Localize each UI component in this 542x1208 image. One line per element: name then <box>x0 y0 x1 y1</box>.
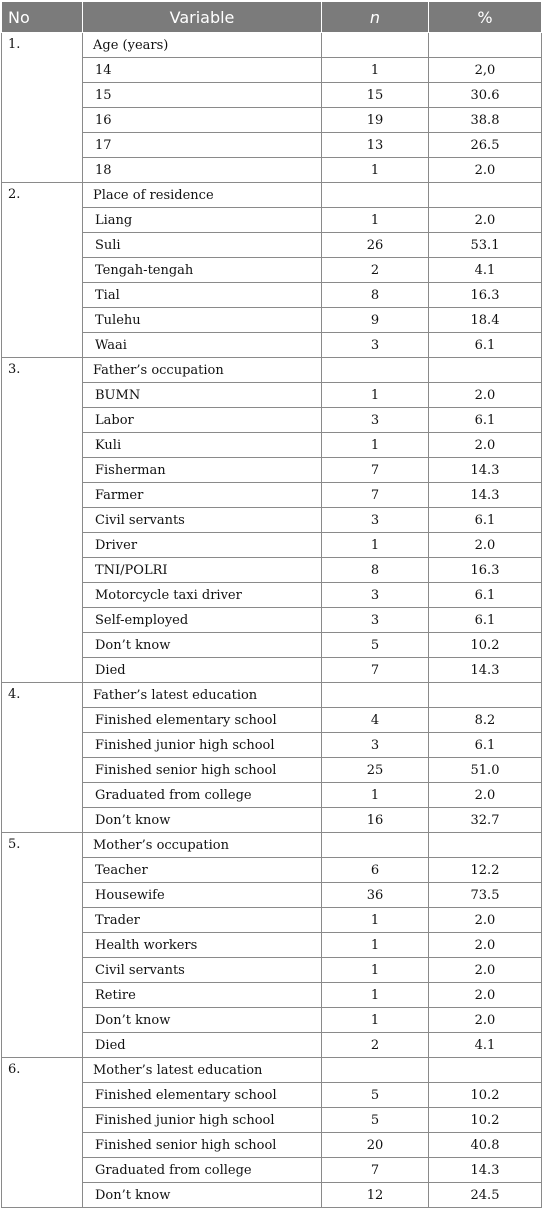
group-pct-empty <box>429 358 542 383</box>
row-percent: 10.2 <box>429 633 542 658</box>
table-row <box>2 283 542 308</box>
row-n: 1 <box>322 783 429 808</box>
table-row <box>2 158 542 183</box>
row-label: Graduated from college <box>83 783 322 808</box>
row-percent: 6.1 <box>429 408 542 433</box>
table-row <box>2 533 542 558</box>
row-percent: 2.0 <box>429 1008 542 1033</box>
table-row <box>2 1133 542 1158</box>
group-header-row <box>2 833 542 858</box>
row-percent: 14.3 <box>429 458 542 483</box>
characteristics-table <box>1 1 542 1208</box>
row-label: Finished elementary school <box>83 708 322 733</box>
row-n: 1 <box>322 958 429 983</box>
group-number: 4. <box>2 683 83 833</box>
table-row <box>2 233 542 258</box>
row-n: 3 <box>322 733 429 758</box>
table-row <box>2 208 542 233</box>
header-n: n <box>322 2 429 33</box>
row-n: 8 <box>322 283 429 308</box>
row-n: 1 <box>322 1008 429 1033</box>
row-percent: 6.1 <box>429 583 542 608</box>
row-percent: 2.0 <box>429 383 542 408</box>
row-n: 5 <box>322 633 429 658</box>
row-n: 1 <box>322 208 429 233</box>
row-label: TNI/POLRI <box>83 558 322 583</box>
row-n: 16 <box>322 808 429 833</box>
row-n: 2 <box>322 258 429 283</box>
table-row <box>2 633 542 658</box>
row-n: 3 <box>322 583 429 608</box>
row-n: 12 <box>322 1183 429 1208</box>
row-label: Died <box>83 658 322 683</box>
table-row <box>2 258 542 283</box>
group-n-empty <box>322 833 429 858</box>
row-percent: 24.5 <box>429 1183 542 1208</box>
row-label: Waai <box>83 333 322 358</box>
row-label: Teacher <box>83 858 322 883</box>
row-n: 4 <box>322 708 429 733</box>
row-label: Don’t know <box>83 808 322 833</box>
row-percent: 73.5 <box>429 883 542 908</box>
row-percent: 38.8 <box>429 108 542 133</box>
row-percent: 8.2 <box>429 708 542 733</box>
group-n-empty <box>322 683 429 708</box>
row-n: 3 <box>322 608 429 633</box>
row-label: Suli <box>83 233 322 258</box>
row-percent: 2.0 <box>429 983 542 1008</box>
row-percent: 2.0 <box>429 533 542 558</box>
row-percent: 2.0 <box>429 158 542 183</box>
row-label: Self-employed <box>83 608 322 633</box>
row-percent: 2,0 <box>429 58 542 83</box>
group-number: 6. <box>2 1058 83 1208</box>
row-percent: 10.2 <box>429 1083 542 1108</box>
row-n: 19 <box>322 108 429 133</box>
row-n: 26 <box>322 233 429 258</box>
header-row <box>2 2 542 33</box>
row-percent: 18.4 <box>429 308 542 333</box>
row-label: Finished elementary school <box>83 1083 322 1108</box>
row-label: Finished junior high school <box>83 733 322 758</box>
row-n: 5 <box>322 1083 429 1108</box>
row-n: 20 <box>322 1133 429 1158</box>
group-title: Place of residence <box>83 183 322 208</box>
row-label: Don’t know <box>83 633 322 658</box>
row-n: 7 <box>322 458 429 483</box>
row-label: Finished senior high school <box>83 1133 322 1158</box>
row-label: Retire <box>83 983 322 1008</box>
row-percent: 40.8 <box>429 1133 542 1158</box>
row-n: 1 <box>322 933 429 958</box>
row-label: Fisherman <box>83 458 322 483</box>
row-percent: 6.1 <box>429 733 542 758</box>
row-percent: 26.5 <box>429 133 542 158</box>
row-percent: 16.3 <box>429 558 542 583</box>
row-percent: 12.2 <box>429 858 542 883</box>
row-percent: 6.1 <box>429 608 542 633</box>
header-no: No <box>2 2 83 33</box>
row-label: Don’t know <box>83 1008 322 1033</box>
row-label: Liang <box>83 208 322 233</box>
table-row <box>2 733 542 758</box>
row-label: Finished junior high school <box>83 1108 322 1133</box>
row-label: 15 <box>83 83 322 108</box>
row-n: 1 <box>322 383 429 408</box>
table-row <box>2 408 542 433</box>
group-n-empty <box>322 33 429 58</box>
table-row <box>2 1008 542 1033</box>
row-percent: 51.0 <box>429 758 542 783</box>
row-percent: 14.3 <box>429 658 542 683</box>
row-label: 16 <box>83 108 322 133</box>
table-row <box>2 758 542 783</box>
row-n: 8 <box>322 558 429 583</box>
table-row <box>2 508 542 533</box>
row-label: Trader <box>83 908 322 933</box>
table-row <box>2 933 542 958</box>
row-label: Tulehu <box>83 308 322 333</box>
row-label: Graduated from college <box>83 1158 322 1183</box>
row-n: 25 <box>322 758 429 783</box>
row-n: 15 <box>322 83 429 108</box>
row-percent: 2.0 <box>429 958 542 983</box>
table-row <box>2 458 542 483</box>
table-row <box>2 808 542 833</box>
row-label: Kuli <box>83 433 322 458</box>
row-n: 1 <box>322 158 429 183</box>
row-n: 5 <box>322 1108 429 1133</box>
row-percent: 2.0 <box>429 783 542 808</box>
row-label: Finished senior high school <box>83 758 322 783</box>
table-row <box>2 558 542 583</box>
row-percent: 32.7 <box>429 808 542 833</box>
row-percent: 14.3 <box>429 1158 542 1183</box>
group-header-row <box>2 1058 542 1083</box>
group-title: Father’s latest education <box>83 683 322 708</box>
row-percent: 30.6 <box>429 83 542 108</box>
group-header-row <box>2 183 542 208</box>
table-row <box>2 83 542 108</box>
row-percent: 10.2 <box>429 1108 542 1133</box>
table-row <box>2 983 542 1008</box>
row-percent: 16.3 <box>429 283 542 308</box>
group-pct-empty <box>429 33 542 58</box>
table-row <box>2 383 542 408</box>
row-label: Housewife <box>83 883 322 908</box>
group-number: 2. <box>2 183 83 358</box>
group-number: 5. <box>2 833 83 1058</box>
table-row <box>2 1108 542 1133</box>
row-percent: 4.1 <box>429 1033 542 1058</box>
group-number: 1. <box>2 33 83 183</box>
group-header-row <box>2 33 542 58</box>
row-label: Don’t know <box>83 1183 322 1208</box>
row-label: Driver <box>83 533 322 558</box>
group-pct-empty <box>429 183 542 208</box>
row-label: Farmer <box>83 483 322 508</box>
row-label: 17 <box>83 133 322 158</box>
header-percent: % <box>429 2 542 33</box>
row-label: Civil servants <box>83 958 322 983</box>
group-n-empty <box>322 183 429 208</box>
row-percent: 2.0 <box>429 908 542 933</box>
table-row <box>2 783 542 808</box>
row-n: 7 <box>322 1158 429 1183</box>
row-percent: 6.1 <box>429 333 542 358</box>
row-percent: 2.0 <box>429 433 542 458</box>
row-n: 6 <box>322 858 429 883</box>
table-row <box>2 1158 542 1183</box>
table-row <box>2 608 542 633</box>
row-n: 1 <box>322 908 429 933</box>
row-label: 14 <box>83 58 322 83</box>
table-row <box>2 333 542 358</box>
group-number: 3. <box>2 358 83 683</box>
row-n: 1 <box>322 983 429 1008</box>
row-n: 3 <box>322 333 429 358</box>
row-percent: 4.1 <box>429 258 542 283</box>
table-row <box>2 708 542 733</box>
group-header-row <box>2 358 542 383</box>
table-row <box>2 133 542 158</box>
row-n: 3 <box>322 508 429 533</box>
row-n: 7 <box>322 483 429 508</box>
group-n-empty <box>322 1058 429 1083</box>
table-row <box>2 1033 542 1058</box>
row-n: 1 <box>322 58 429 83</box>
table-row <box>2 658 542 683</box>
table-row <box>2 108 542 133</box>
group-pct-empty <box>429 683 542 708</box>
group-header-row <box>2 683 542 708</box>
group-n-empty <box>322 358 429 383</box>
row-n: 3 <box>322 408 429 433</box>
row-n: 13 <box>322 133 429 158</box>
table-row <box>2 483 542 508</box>
row-n: 36 <box>322 883 429 908</box>
table-row <box>2 908 542 933</box>
header-variable: Variable <box>83 2 322 33</box>
row-n: 7 <box>322 658 429 683</box>
table-row <box>2 433 542 458</box>
row-label: Tial <box>83 283 322 308</box>
table-header <box>2 2 542 33</box>
row-n: 2 <box>322 1033 429 1058</box>
group-title: Age (years) <box>83 33 322 58</box>
group-pct-empty <box>429 1058 542 1083</box>
row-percent: 2.0 <box>429 208 542 233</box>
row-label: Motorcycle taxi driver <box>83 583 322 608</box>
row-label: 18 <box>83 158 322 183</box>
table-row <box>2 883 542 908</box>
table-row <box>2 308 542 333</box>
group-pct-empty <box>429 833 542 858</box>
table-row <box>2 583 542 608</box>
table-row <box>2 1183 542 1208</box>
row-n: 9 <box>322 308 429 333</box>
table-row <box>2 858 542 883</box>
row-n: 1 <box>322 433 429 458</box>
row-n: 1 <box>322 533 429 558</box>
table-row <box>2 958 542 983</box>
table-row <box>2 58 542 83</box>
group-title: Mother’s latest education <box>83 1058 322 1083</box>
row-label: Health workers <box>83 933 322 958</box>
row-label: Died <box>83 1033 322 1058</box>
row-percent: 6.1 <box>429 508 542 533</box>
row-label: BUMN <box>83 383 322 408</box>
row-percent: 14.3 <box>429 483 542 508</box>
group-title: Father’s occupation <box>83 358 322 383</box>
row-label: Labor <box>83 408 322 433</box>
group-title: Mother’s occupation <box>83 833 322 858</box>
row-label: Tengah-tengah <box>83 258 322 283</box>
row-percent: 2.0 <box>429 933 542 958</box>
table-row <box>2 1083 542 1108</box>
row-label: Civil servants <box>83 508 322 533</box>
table-body <box>2 33 542 1208</box>
row-percent: 53.1 <box>429 233 542 258</box>
